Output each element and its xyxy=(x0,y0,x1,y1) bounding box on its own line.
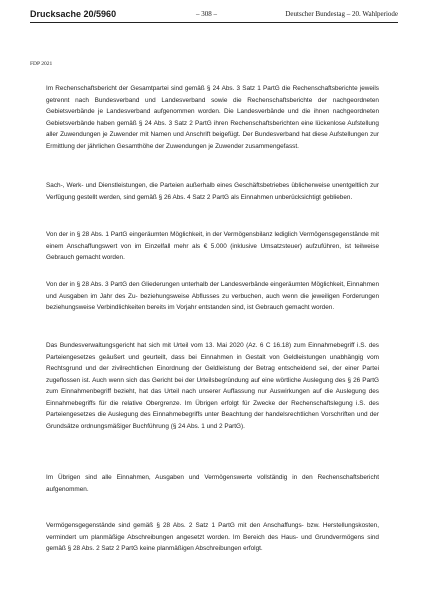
paragraph-5: Das Bundesverwaltungsgericht hat sich mit Urteil vom 13. Mai 2020 (Az. 6 C 16.18) zum Einnahmebegriff i.S. des Parteiengesetzes geäußert und geurteilt, dass bei Einnahmen in Gestalt von Geldleistungen unabhängig vom Rechtsgrund und der zivilrechtlichen Einordnung der Geldleistung der Betrag entscheidend sei, der einer Partei zugeflossen ist. Auch wenn sich das Gericht bei der Urteilsbegründung auf eine wörtliche Auslegung des § 26 PartG zum Einnahmenbegriff bezieht, hat das Urteil nach unserer Auffassung nur Auswirkungen auf die Auslegung des Einnahmebegriffs für die relative Obergrenze. Im Übrigen erfolgt für Zwecke der Rechenschaftslegung i.S. des Parteiengesetzes die Auslegung des Einnahmebegriffs unter Beachtung der handelsrechtlichen Vorschriften und der Grundsätze ordnungsmäßiger Buchführung (§ 24 Abs. 1 und 2 PartG). xyxy=(46,342,379,430)
document-number xyxy=(30,8,116,20)
page-header xyxy=(30,8,398,23)
page-number: – 308 – xyxy=(196,10,217,18)
paragraph-7: Vermögensgegenstände sind gemäß § 28 Abs. 2 Satz 1 PartG mit den Anschaffungs- bzw. Herstellungskosten, vermindert um planmäßige Abschreibungen angesetzt worden. Im Bereich des Haus- und Grundvermögens sind gemäß § 28 Abs. 2 Satz 2 PartG keine planmäßigen Abschreibungen erfolgt. xyxy=(46,522,379,552)
section-label: FDP 2021 xyxy=(30,61,53,67)
paragraph-1: Im Rechenschaftsbericht der Gesamtpartei sind gemäß § 24 Abs. 3 Satz 1 PartG die Rechenschaftsberichte jeweils getrennt nach Bundesverband und Landesverband sowie die Rechenschaftsberichte der nachgeordneten Gebietsverbände je Landesverband aufgenommen worden. Die Landesverbände und die ihnen nachgeordneten Gebietsverbände haben gemäß § 24 Abs. 3 Satz 2 PartG ihren Rechenschaftsberichten eine lückenlose Aufstellung aller Zuwendungen je Zuwender mit Namen und Anschrift beigefügt. Der Bundesverband hat diese Aufstellungen zur Ermittlung der jährlichen Gesamthöhe der Zuwendungen je Zuwender zusammengefasst. xyxy=(46,85,379,150)
paragraph-4: Von der in § 28 Abs. 3 PartG den Gliederungen unterhalb der Landesverbände eingeräumten Möglichkeit, Einnahmen und Ausgaben im Jahr des Zu- beziehungsweise Abflusses zu verbuchen, auch wenn die jeweiligen Forderungen beziehungsweise Verbindlichkeiten bereits im Vorjahr entstanden sind, ist Gebrauch gemacht worden. xyxy=(46,281,379,311)
publisher-label: Deutscher Bundestag – 20. Wahlperiode xyxy=(285,10,398,18)
document-number-prefix: Drucksache 20/ xyxy=(30,9,97,19)
document-number-value: 5960 xyxy=(96,9,117,19)
paragraph-6: Im Übrigen sind alle Einnahmen, Ausgaben und Vermögenswerte vollständig in den Rechenschaftsbericht aufgenommen. xyxy=(46,474,379,493)
paragraph-3: Von der in § 28 Abs. 1 PartG eingeräumten Möglichkeit, in der Vermögensbilanz lediglich Vermögensgegenstände mit einem Anschaffungswert von im Einzelfall mehr als € 5.000 (inklusive Umsatzsteuer) aufzuführen, ist teilweise Gebrauch gemacht worden. xyxy=(46,231,379,261)
paragraph-2: Sach-, Werk- und Dienstleistungen, die Parteien außerhalb eines Geschäftsbetriebes üblicherweise unentgeltlich zur Verfügung gestellt werden, sind gemäß § 26 Abs. 4 Satz 2 PartG als Einnahmen unberücksichtigt geblieben. xyxy=(46,182,379,201)
